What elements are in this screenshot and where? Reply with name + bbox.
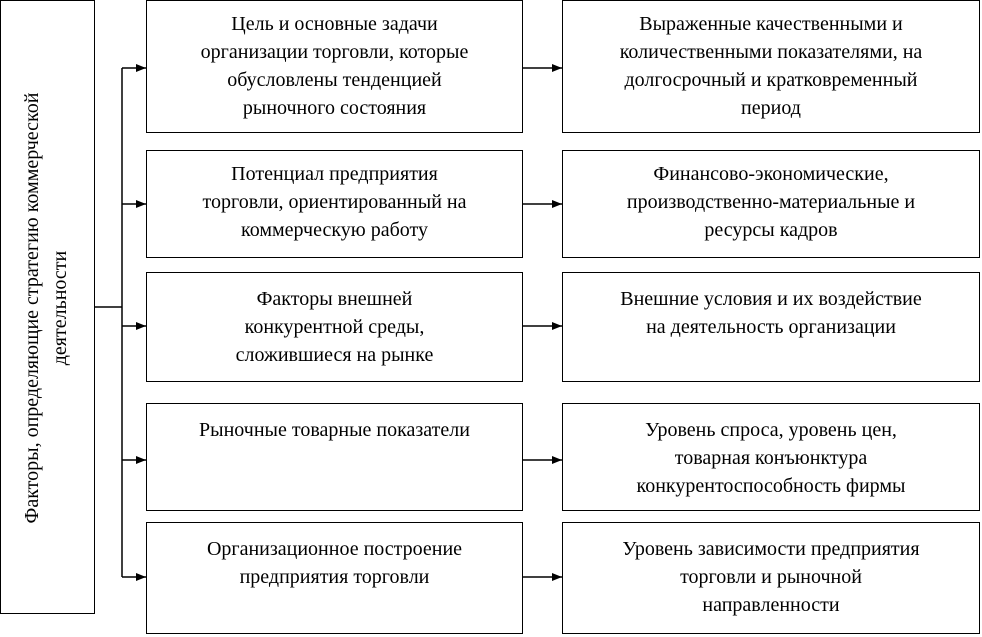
factor-label-2: Потенциал предприятия торговли, ориентированный на коммерческую работу bbox=[202, 163, 467, 241]
factor-box-1 bbox=[146, 0, 523, 133]
factor-box-3 bbox=[146, 272, 523, 382]
result-label-2: Финансово-экономические, производственно-материальные и ресурсы кадров bbox=[626, 163, 916, 241]
factor-box-5 bbox=[146, 522, 523, 634]
result-label-4: Уровень спроса, уровень цен, товарная конъюнктура конкурентоспособность фирмы bbox=[636, 419, 906, 497]
result-label-3: Внешние условия и их воздействие на деятельность организации bbox=[620, 288, 922, 338]
root-factors-label: Факторы, определяющие стратегию коммерческой деятельности bbox=[21, 92, 71, 524]
factor-label-3: Факторы внешней конкурентной среды, сложившиеся на рынке bbox=[235, 288, 434, 366]
factor-label-5: Организационное построение предприятия торговли bbox=[206, 538, 463, 588]
factor-box-2 bbox=[146, 150, 523, 258]
result-box-2 bbox=[562, 150, 980, 258]
result-label-1: Выраженные качественными и количественными показателями, на долгосрочный и кратковременный период bbox=[619, 13, 923, 119]
factor-box-4 bbox=[146, 403, 523, 511]
factor-label-4: Рыночные товарные показатели bbox=[199, 419, 470, 441]
factor-label-1: Цель и основные задачи организации торговли, которые обусловлены тенденцией рыночного состояния bbox=[200, 13, 469, 119]
result-box-1 bbox=[562, 0, 980, 133]
result-box-5 bbox=[562, 522, 980, 634]
result-label-5: Уровень зависимости предприятия торговли и рыночной направленности bbox=[622, 538, 920, 616]
result-box-3 bbox=[562, 272, 980, 382]
result-box-4 bbox=[562, 403, 980, 511]
